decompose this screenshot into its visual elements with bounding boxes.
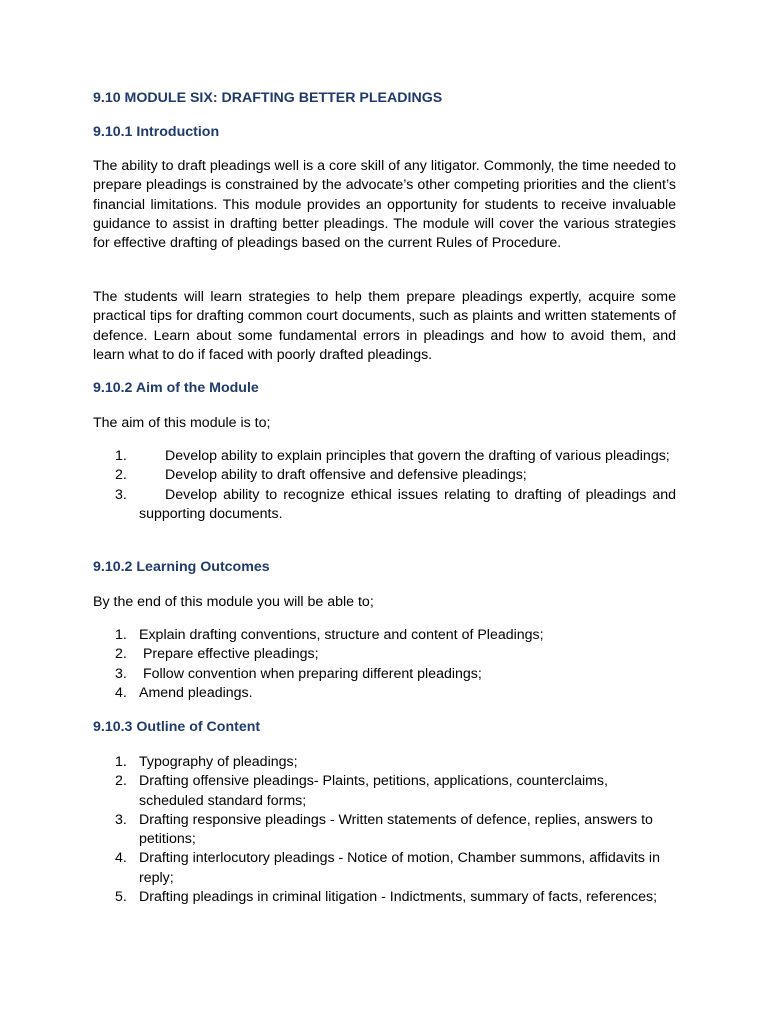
list-item bbox=[93, 486, 676, 525]
list-text: Drafting responsive pleadings - Written statements of defence, replies, answers to petitions; bbox=[139, 811, 653, 848]
list-text: Drafting interlocutory pleadings - Notice of motion, Chamber summons, affidavits in reply; bbox=[139, 850, 660, 886]
introduction-heading: 9.10.1 Introduction bbox=[93, 124, 220, 140]
list-number: 3. bbox=[115, 665, 127, 682]
list-item bbox=[93, 811, 676, 850]
list-text: Develop ability to recognize ethical issues relating to drafting of pleadings and supporting documents. bbox=[139, 486, 676, 522]
list-item bbox=[93, 684, 676, 703]
aim-list bbox=[93, 447, 676, 524]
list-item bbox=[93, 753, 676, 772]
aim-lead: The aim of this module is to; bbox=[93, 415, 271, 431]
introduction-paragraph-2: The students will learn strategies to help them prepare pleadings expertly, acquire some practical tips for drafting common court documents, such as plaints and written statements of defence. Learn about some fundamental errors in pleadings and how to avoid them, and learn what to do if faced with poorly drafted pleadings. bbox=[93, 289, 676, 363]
list-number: 2. bbox=[115, 646, 127, 663]
list-number: 1. bbox=[115, 627, 127, 643]
list-item bbox=[93, 466, 676, 485]
outline-heading: 9.10.3 Outline of Content bbox=[93, 719, 261, 735]
list-number: 5. bbox=[115, 889, 127, 906]
list-text: Develop ability to draft offensive and defensive pleadings; bbox=[165, 467, 527, 484]
list-item bbox=[93, 645, 676, 664]
list-number: 2. bbox=[115, 773, 127, 790]
list-number: 1. bbox=[115, 448, 127, 464]
list-number: 2. bbox=[115, 467, 127, 484]
learning-outcomes-heading: 9.10.2 Learning Outcomes bbox=[93, 559, 270, 575]
introduction-paragraph-1: The ability to draft pleadings well is a core skill of any litigator. Commonly, the time needed to prepare pleadings is constrained by the advocate’s other competing priorities and the client’s financial limitations. This module provides an opportunity for students to receive invaluable guidance to assist in drafting better pleadings. The module will cover the various strategies for effective drafting of pleadings based on the current Rules of Procedure. bbox=[93, 158, 676, 252]
list-item bbox=[93, 888, 676, 907]
list-text: Amend pleadings. bbox=[139, 684, 253, 701]
list-item bbox=[93, 447, 676, 466]
list-text: Typography of pleadings; bbox=[139, 754, 298, 770]
list-item bbox=[93, 665, 676, 684]
list-item bbox=[93, 626, 676, 645]
list-text: Drafting offensive pleadings- Plaints, petitions, applications, counterclaims, scheduled standard forms; bbox=[139, 773, 608, 809]
outline-list bbox=[93, 753, 676, 907]
list-text: Follow convention when preparing different pleadings; bbox=[139, 665, 482, 682]
list-number: 4. bbox=[115, 684, 127, 701]
list-number: 3. bbox=[115, 811, 127, 828]
aim-heading: 9.10.2 Aim of the Module bbox=[93, 380, 259, 396]
list-number: 3. bbox=[115, 486, 127, 503]
outcomes-lead: By the end of this module you will be able to; bbox=[93, 594, 374, 610]
module-heading: 9.10 MODULE SIX: DRAFTING BETTER PLEADINGS bbox=[93, 90, 443, 106]
list-text: Develop ability to explain principles that govern the drafting of various pleadings; bbox=[165, 448, 670, 464]
list-number: 1. bbox=[115, 754, 127, 770]
list-text: Drafting pleadings in criminal litigation - Indictments, summary of facts, references; bbox=[139, 889, 658, 906]
list-text: Prepare effective pleadings; bbox=[139, 646, 319, 663]
list-number: 4. bbox=[115, 850, 127, 867]
list-text: Explain drafting conventions, structure and content of Pleadings; bbox=[139, 627, 544, 643]
list-item bbox=[93, 772, 676, 811]
outcomes-list bbox=[93, 626, 676, 703]
list-item bbox=[93, 849, 676, 888]
